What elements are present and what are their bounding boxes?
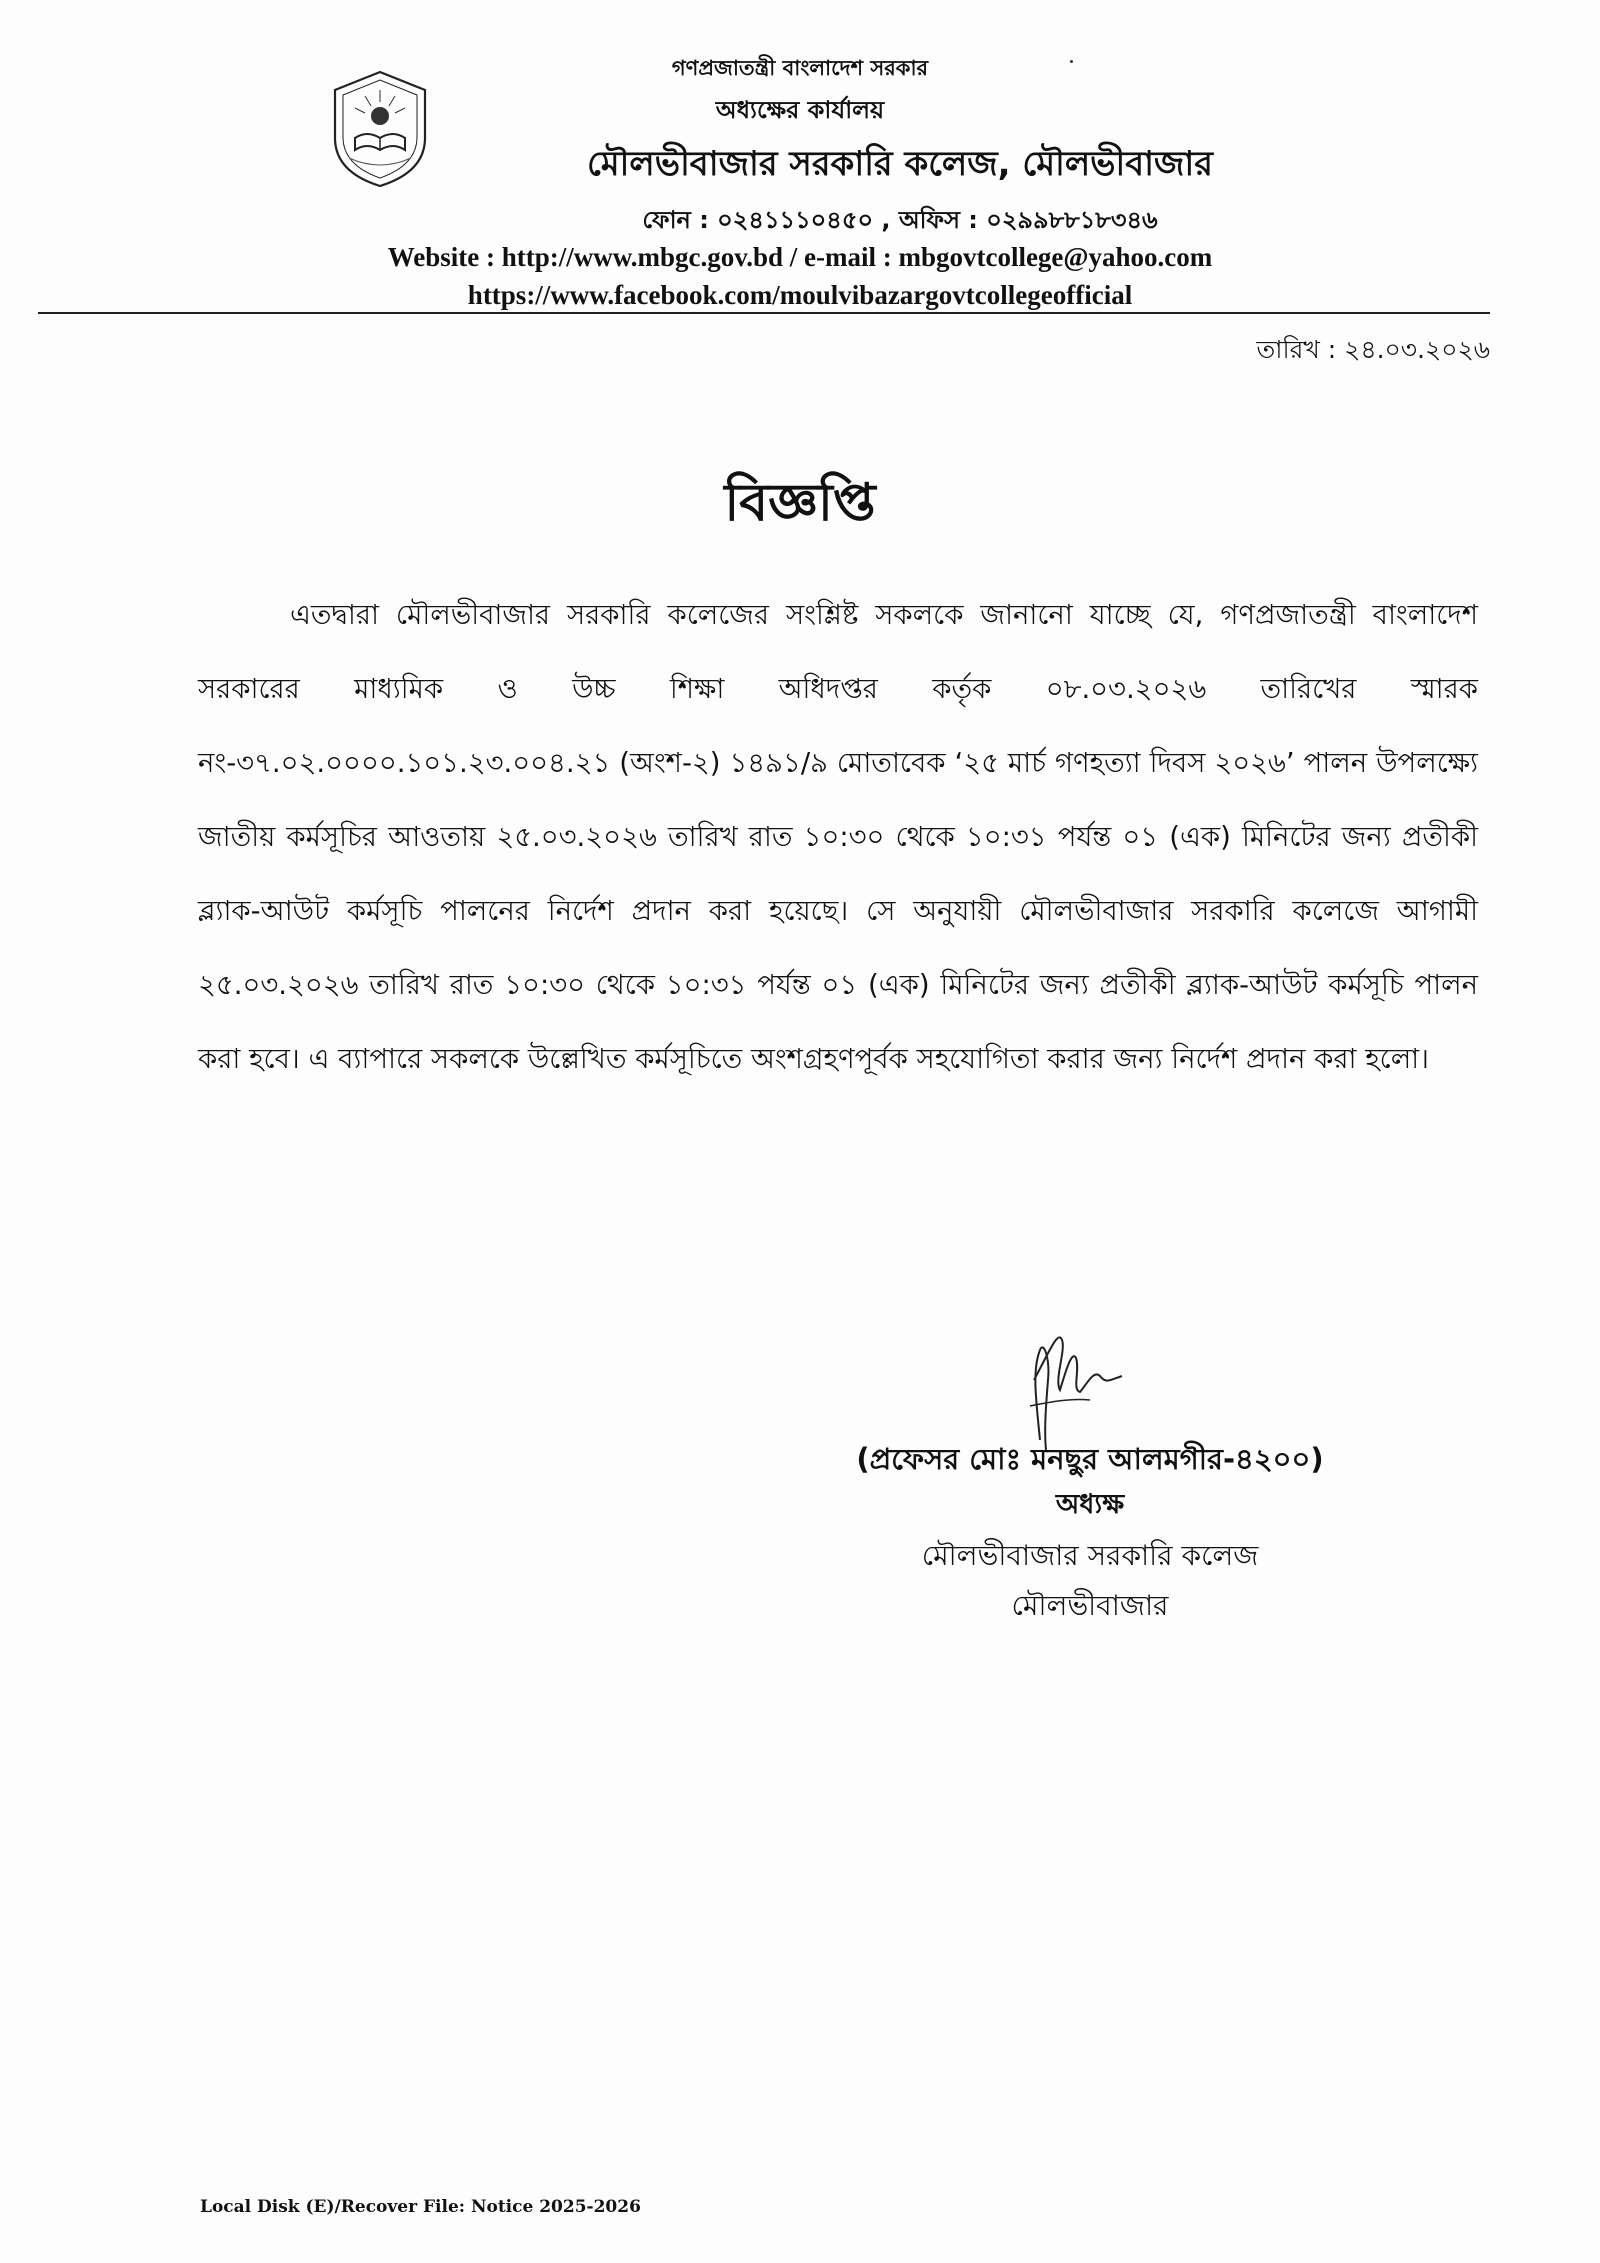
notice-body: এতদ্বারা মৌলভীবাজার সরকারি কলেজের সংশ্লিষ্ট সকলকে জানানো যাচ্ছে যে, গণপ্রজাতন্ত্রী বাংলাদেশ সরকারের মাধ্যমিক ও উচ্চ শিক্ষা অধিদপ্তর কর্তৃক ০৮.০৩.২০২৬ তারিখের স্মারক নং-৩৭.০২.০০০০.১০১.২৩.০০৪.২১ (অংশ-২) ১৪৯১/৯ মোতাবেক ‘২৫ মার্চ গণহত্যা দিবস ২০২৬’ পালন উপলক্ষ্যে জাতীয় কর্মসূচির আওতায় ২৫.০৩.২০২৬ তারিখ রাত ১০:৩০ থেকে ১০:৩১ পর্যন্ত ০১ (এক) মিনিটের জন্য প্রতীকী ব্ল্যাক-আউট কর্মসূচি পালনের নির্দেশ প্রদান করা হয়েছে। সে অনুযায়ী মৌলভীবাজার সরকারি কলেজে আগামী ২৫.০৩.২০২৬ তারিখ রাত ১০:৩০ থেকে ১০:৩১ পর্যন্ত ০১ (এক) মিনিটের জন্য প্রতীকী ব্ল্যাক-আউট কর্মসূচি পালন করা হবে। এ ব্যাপারে সকলকে উল্লেখিত কর্মসূচিতে অংশগ্রহণপূর্বক সহযোগিতা করার জন্য নির্দেশ প্রদান করা হলো। [198,599,1478,1075]
college-name: মৌলভীবাজার সরকারি কলেজ, মৌলভীবাজার [587,144,1213,184]
government-name: গণপ্রজাতন্ত্রী বাংলাদেশ সরকার [671,56,929,80]
signatory-place: মৌলভীবাজার [1011,1589,1169,1622]
file-path-footer: Local Disk (E)/Recover File: Notice 2025-2026 [200,2197,641,2217]
phone-line: ফোন : ০২৪১১১০৪৫০ , অফিস : ০২৯৯৮৮১৮৩৪৬ [642,206,1158,234]
signatory-college: মৌলভীবাজার সরকারি কলেজ [921,1539,1259,1572]
office-name: অধ্যক্ষের কার্যালয় [715,96,885,124]
website-email-line: Website : http://www.mbgc.gov.bd / e-mail : mbgovtcollege@yahoo.com [387,242,1213,272]
signatory-name: (প্রফেসর মোঃ মনছুর আলমগীর-৪২০০) [856,1442,1324,1476]
facebook-link: https://www.facebook.com/moulvibazargovtcollegeofficial [467,280,1133,310]
page-title: বিজ্ঞপ্তি [724,473,876,533]
header-divider [38,312,1490,314]
notice-date: তারিখ : ২৪.০৩.২০২৬ [1256,335,1490,364]
signatory-designation: অধ্যক্ষ [1055,1489,1125,1520]
